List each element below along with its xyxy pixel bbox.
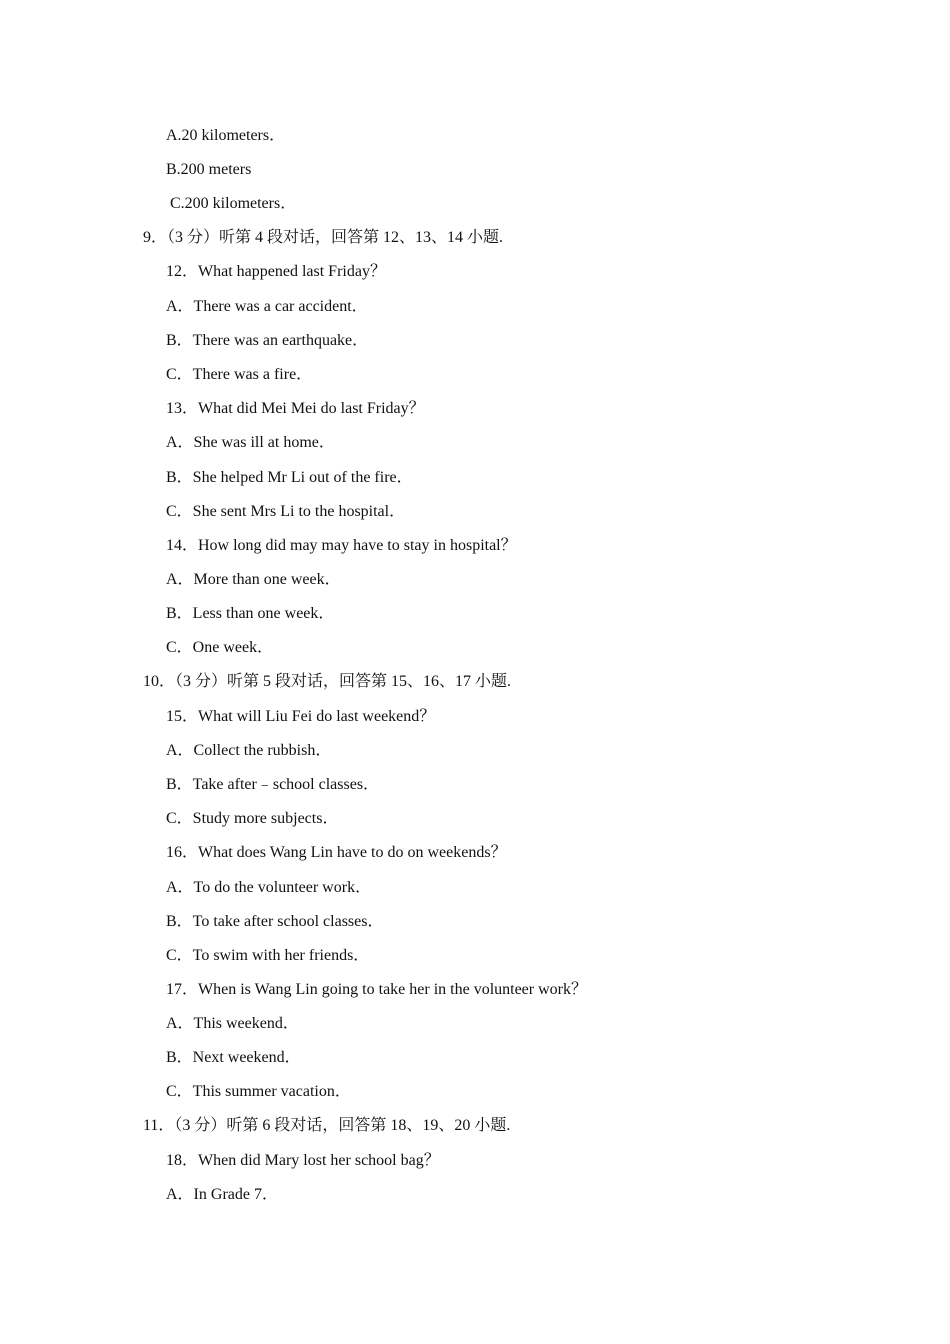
question-heading: 10．（3 分）听第 5 段对话，回答第 15、16、17 小题. bbox=[143, 673, 512, 690]
option-line: A．There was a car accident． bbox=[166, 298, 368, 315]
option-line: A．This weekend． bbox=[166, 1015, 299, 1032]
option-line: C．One week． bbox=[166, 639, 274, 656]
question-heading: 9．（3 分）听第 4 段对话，回答第 12、13、14 小题. bbox=[143, 229, 504, 246]
option-line: C．To swim with her friends． bbox=[166, 947, 370, 964]
option-line: C．Study more subjects． bbox=[166, 810, 339, 827]
option-line: B．To take after school classes． bbox=[166, 913, 384, 930]
option-line: B.200 meters bbox=[166, 161, 252, 178]
option-line: A．To do the volunteer work． bbox=[166, 879, 372, 896]
sub-question: 18．When did Mary lost her school bag？ bbox=[166, 1152, 440, 1169]
option-line: B．Next weekend． bbox=[166, 1049, 301, 1066]
sub-question: 16．What does Wang Lin have to do on weekends？ bbox=[166, 844, 507, 861]
sub-question: 14．How long did may may have to stay in hospital？ bbox=[166, 537, 517, 554]
sub-question: 17．When is Wang Lin going to take her in the volunteer work？ bbox=[166, 981, 587, 998]
option-line: B．There was an earthquake． bbox=[166, 332, 369, 349]
sub-question: 15．What will Liu Fei do last weekend？ bbox=[166, 708, 436, 725]
option-line: B．She helped Mr Li out of the fire． bbox=[166, 469, 413, 486]
sub-question: 13．What did Mei Mei do last Friday？ bbox=[166, 400, 425, 417]
option-line: A．In Grade 7． bbox=[166, 1186, 278, 1203]
option-line: A．She was ill at home． bbox=[166, 434, 335, 451]
option-line: C．There was a fire． bbox=[166, 366, 313, 383]
option-line: B．Take after﹣school classes． bbox=[166, 776, 380, 793]
option-line: C．This summer vacation． bbox=[166, 1083, 351, 1100]
option-line: C．She sent Mrs Li to the hospital． bbox=[166, 503, 406, 520]
sub-question: 12．What happened last Friday？ bbox=[166, 263, 386, 280]
option-line: A.20 kilometers． bbox=[166, 127, 286, 144]
question-heading: 11．（3 分）听第 6 段对话，回答第 18、19、20 小题. bbox=[143, 1117, 511, 1134]
option-line: C.200 kilometers． bbox=[170, 195, 297, 212]
option-line: A．More than one week． bbox=[166, 571, 341, 588]
option-line: A．Collect the rubbish． bbox=[166, 742, 332, 759]
option-line: B．Less than one week． bbox=[166, 605, 335, 622]
